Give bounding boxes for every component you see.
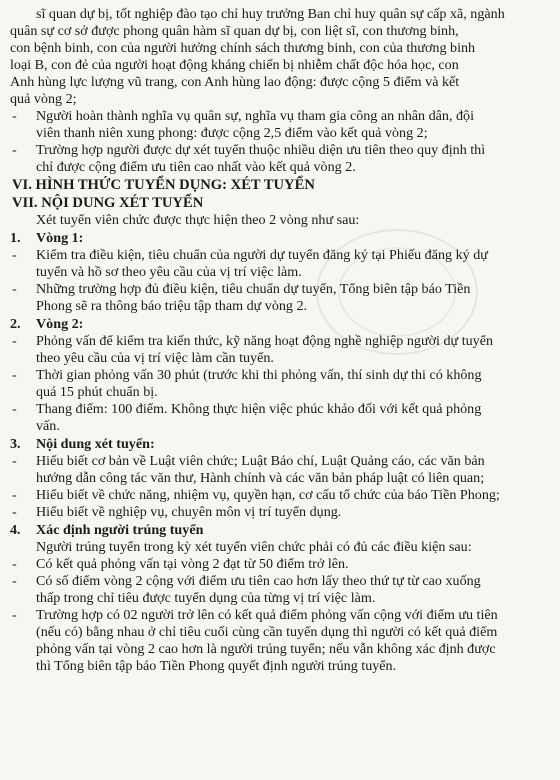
subsection-title [10, 435, 546, 453]
bullet-dash: - [12, 401, 17, 417]
list-item-line: Hiểu biết về nghiệp vụ, chuyên môn vị trí tuyển dụng. [36, 504, 342, 520]
list-item [10, 573, 546, 607]
list-item-line: Trường hợp có 02 người trở lên có kết quả điểm phỏng vấn cộng với điểm ưu tiên [36, 607, 498, 623]
bullet-dash: - [12, 607, 17, 623]
intro-line: quân sự cơ sở được phong quân hàm sĩ quan dự bị, con liệt sĩ, con thương binh, [10, 23, 459, 39]
list-item [10, 333, 546, 367]
list-item-line: hướng dẫn công tác văn thư, Hành chính và các văn bản pháp luật có liên quan; [36, 470, 485, 486]
intro-line: con bệnh binh, con của người hưởng chính sách thương binh, con của thương binh [10, 40, 476, 56]
list-item-line: Phỏng vấn để kiểm tra kiến thức, kỹ năng hoạt động nghề nghiệp người dự tuyển [36, 333, 494, 349]
list-item-line: thấp trong chỉ tiêu được tuyển dụng của từng vị trí việc làm. [36, 590, 376, 606]
subsection-number: 2. [10, 316, 21, 332]
intro-line: Anh hùng lực lượng vũ trang, con Anh hùng lao động: được cộng 5 điểm và kết [10, 74, 460, 90]
subsection-title [10, 229, 546, 247]
list-item-line: Có kết quả phỏng vấn tại vòng 2 đạt từ 50 điểm trở lên. [36, 556, 349, 572]
bullet-dash: - [12, 247, 17, 263]
list-item [10, 504, 546, 521]
bullet-dash: - [12, 487, 17, 503]
list-item [10, 556, 546, 573]
subsection-label: Xác định người trúng tuyển [36, 522, 204, 538]
list-item-line: Hiểu biết cơ bản về Luật viên chức; Luật Báo chí, Luật Quảng cáo, các văn bản [36, 453, 485, 469]
list-item-line: (nếu có) bằng nhau ở chỉ tiêu cuối cùng cần tuyển dụng thì người có kết quả điểm [36, 624, 498, 640]
list-item-line: quá 15 phút chuẩn bị. [36, 384, 158, 400]
bullet-dash: - [12, 453, 17, 469]
list-item-line: tuyển và hồ sơ theo yêu cầu của vị trí việc làm. [36, 264, 302, 280]
intro-line: quả vòng 2; [10, 91, 77, 107]
subsection-label: Nội dung xét tuyển: [36, 436, 155, 452]
bullet-dash: - [12, 573, 17, 589]
subsection-number: 1. [10, 230, 21, 246]
subsection-number: 3. [10, 436, 21, 452]
list-item-line: Thời gian phỏng vấn 30 phút (trước khi thi phỏng vấn, thí sinh dự thi có không [36, 367, 482, 383]
bullet-dash: - [12, 504, 17, 520]
list-item [10, 247, 546, 281]
list-item [10, 108, 546, 142]
list-item-line: Thang điểm: 100 điểm. Không thực hiện việc phúc khảo đối với kết quả phỏng [36, 401, 482, 417]
intro-paragraph [10, 6, 546, 108]
list-item-line: Những trường hợp đủ điều kiện, tiêu chuẩn dự tuyển, Tổng biên tập báo Tiền [36, 281, 471, 297]
list-item [10, 367, 546, 401]
list-item-line: Trường hợp người được dự xét tuyển thuộc nhiều diện ưu tiên theo quy định thì [36, 142, 486, 158]
subsection-label: Vòng 1: [36, 230, 84, 246]
list-item-line: theo yêu cầu của vị trí việc làm cần tuyển. [36, 350, 274, 366]
list-item-line: Phong sẽ ra thông báo triệu tập tham dự vòng 2. [36, 298, 308, 314]
list-item [10, 401, 546, 435]
subsection-label: Vòng 2: [36, 316, 84, 332]
bullet-dash: - [12, 367, 17, 383]
list-item-line: thì Tổng biên tập báo Tiền Phong quyết định người trúng tuyển. [36, 658, 397, 674]
subsection-title [10, 315, 546, 333]
list-item-line: Có số điểm vòng 2 cộng với điểm ưu tiên cao hơn lấy theo thứ tự từ cao xuống [36, 573, 481, 589]
list-item-line: chỉ được cộng điểm ưu tiên cao nhất vào kết quả vòng 2. [36, 159, 356, 175]
list-item-line: Kiểm tra điều kiện, tiêu chuẩn của người dự tuyển đăng ký tại Phiếu đăng ký dự [36, 247, 488, 263]
bullet-dash: - [12, 108, 17, 124]
section-heading-vii: VII. NỘI DUNG XÉT TUYỂN [12, 195, 204, 211]
list-item-line: phỏng vấn tại vòng 2 cao hơn là người trúng tuyển; nếu vẫn không xác định được [36, 641, 496, 657]
subsection-number: 4. [10, 522, 21, 538]
section-heading-vi: VI. HÌNH THỨC TUYỂN DỤNG: XÉT TUYỂN [12, 177, 315, 193]
intro-line: loại B, con đẻ của người hoạt động kháng chiến bị nhiễm chất độc hóa học, con [10, 57, 459, 73]
list-item [10, 142, 546, 176]
list-item-line: vấn. [36, 418, 60, 434]
list-item-line: Người hoàn thành nghĩa vụ quân sự, nghĩa vụ tham gia công an nhân dân, đội [36, 108, 475, 124]
bullet-dash: - [12, 556, 17, 572]
list-item [10, 607, 546, 675]
list-item [10, 453, 546, 487]
list-item [10, 281, 546, 315]
bullet-dash: - [12, 333, 17, 349]
bullet-dash: - [12, 142, 17, 158]
subsection-title [10, 521, 546, 539]
subsection-intro: Người trúng tuyển trong kỳ xét tuyển viên chức phải có đủ các điều kiện sau: [36, 539, 472, 555]
intro-line: sĩ quan dự bị, tốt nghiệp đào tạo chỉ huy trưởng Ban chỉ huy quân sự cấp xã, ngành [36, 6, 505, 22]
list-item-line: viên thanh niên xung phong: được cộng 2,5 điểm vào kết quả vòng 2; [36, 125, 428, 141]
bullet-dash: - [12, 281, 17, 297]
list-item-line: Hiểu biết về chức năng, nhiệm vụ, quyền hạn, cơ cấu tổ chức của báo Tiền Phong; [36, 487, 500, 503]
list-item [10, 487, 546, 504]
section-intro: Xét tuyển viên chức được thực hiện theo 2 vòng như sau: [36, 212, 360, 228]
